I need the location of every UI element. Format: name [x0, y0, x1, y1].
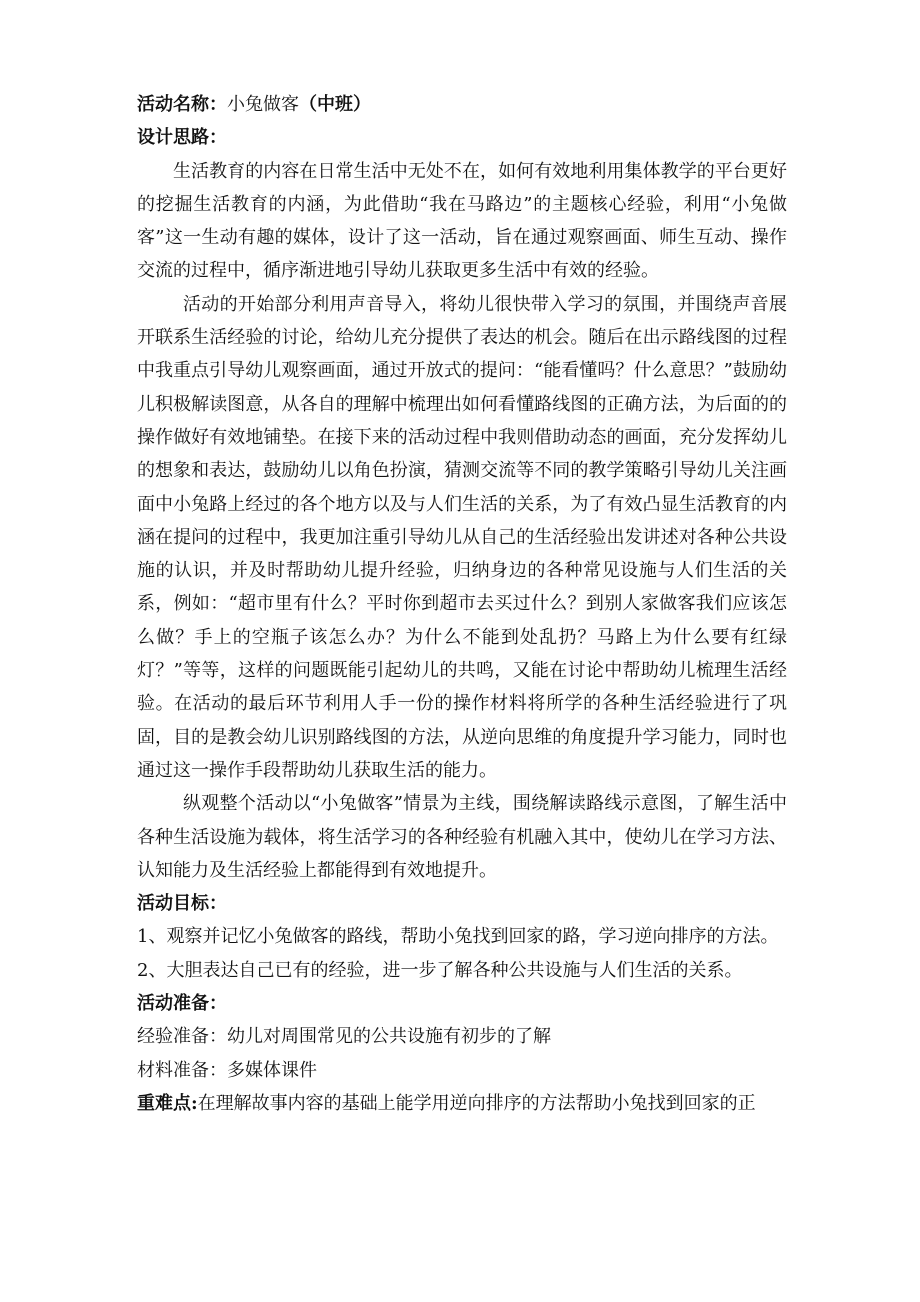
activity-class-label: （中班）: [299, 94, 371, 115]
activity-name-value: 小兔做客: [227, 94, 299, 115]
key-points-text: 在理解故事内容的基础上能学用逆向排序的方法帮助小兔找到回家的正: [197, 1092, 756, 1114]
activity-name-line: [137, 88, 787, 121]
activity-name-label: 活动名称：: [137, 94, 227, 115]
document-page: [137, 88, 787, 1120]
preparation-item-material: 材料准备：多媒体课件: [137, 1059, 317, 1081]
design-paragraph-1: 生活教育的内容在日常生活中无处不在，如何有效地利用集体教学的平台更好的挖掘生活教育的内涵，为此借助“我在马路边”的主题核心经验，利用“小兔做客”这一生动有趣的媒体，设计了这一活动，旨在通过观察画面、师生互动、操作交流的过程中，循序渐进地引导幼儿获取更多生活中有效的经验。: [137, 160, 787, 282]
key-points-line: [137, 1087, 787, 1120]
goals-heading: 活动目标：: [137, 893, 227, 915]
design-paragraph-3: 纵观整个活动以“小兔做客”情景为主线，围绕解读路线示意图，了解生活中各种生活设施为载体，将生活学习的各种经验有机融入其中，使幼儿在学习方法、认知能力及生活经验上都能得到有效地提升。: [137, 793, 787, 881]
key-points-label: 重难点:: [137, 1092, 198, 1114]
goal-item-2: 2、大胆表达自己已有的经验，进一步了解各种公共设施与人们生活的关系。: [137, 959, 743, 981]
design-paragraph-2: 活动的开始部分利用声音导入，将幼儿很快带入学习的氛围，并围绕声音展开联系生活经验的讨论，给幼儿充分提供了表达的机会。随后在出示路线图的过程中我重点引导幼儿观察画面，通过开放式的提问：“能看懂吗？什么意思？”鼓励幼儿积极解读图意，从各自的理解中梳理出如何看懂路线图的正确方法，为后面的的操作做好有效地铺垫。在接下来的活动过程中我则借助动态的画面，充分发挥幼儿的想象和表达，鼓励幼儿以角色扮演，猜测交流等不同的教学策略引导幼儿关注画面中小兔路上经过的各个地方以及与人们生活的关系，为了有效凸显生活教育的内涵在提问的过程中，我更加注重引导幼儿从自己的生活经验出发讲述对各种公共设施的认识，并及时帮助幼儿提升经验，归纳身边的各种常见设施与人们生活的关系，例如：“超市里有什么？平时你到超市去买过什么？到别人家做客我们应该怎么做？手上的空瓶子该怎么办？为什么不能到处乱扔？马路上为什么要有红绿灯？”等等，这样的问题既能引起幼儿的共鸣，又能在讨论中帮助幼儿梳理生活经验。在活动的最后环节利用人手一份的操作材料将所学的各种生活经验进行了巩固，目的是教会幼儿识别路线图的方法，从逆向思维的角度提升学习能力，同时也通过这一操作手段帮助幼儿获取生活的能力。: [137, 293, 787, 781]
goal-item-1: 1、观察并记忆小兔做客的路线，帮助小兔找到回家的路，学习逆向排序的方法。: [137, 926, 779, 948]
preparation-heading: 活动准备：: [137, 993, 227, 1015]
preparation-item-experience: 经验准备：幼儿对周围常见的公共设施有初步的了解: [137, 1026, 551, 1048]
design-idea-heading: 设计思路：: [137, 127, 227, 149]
